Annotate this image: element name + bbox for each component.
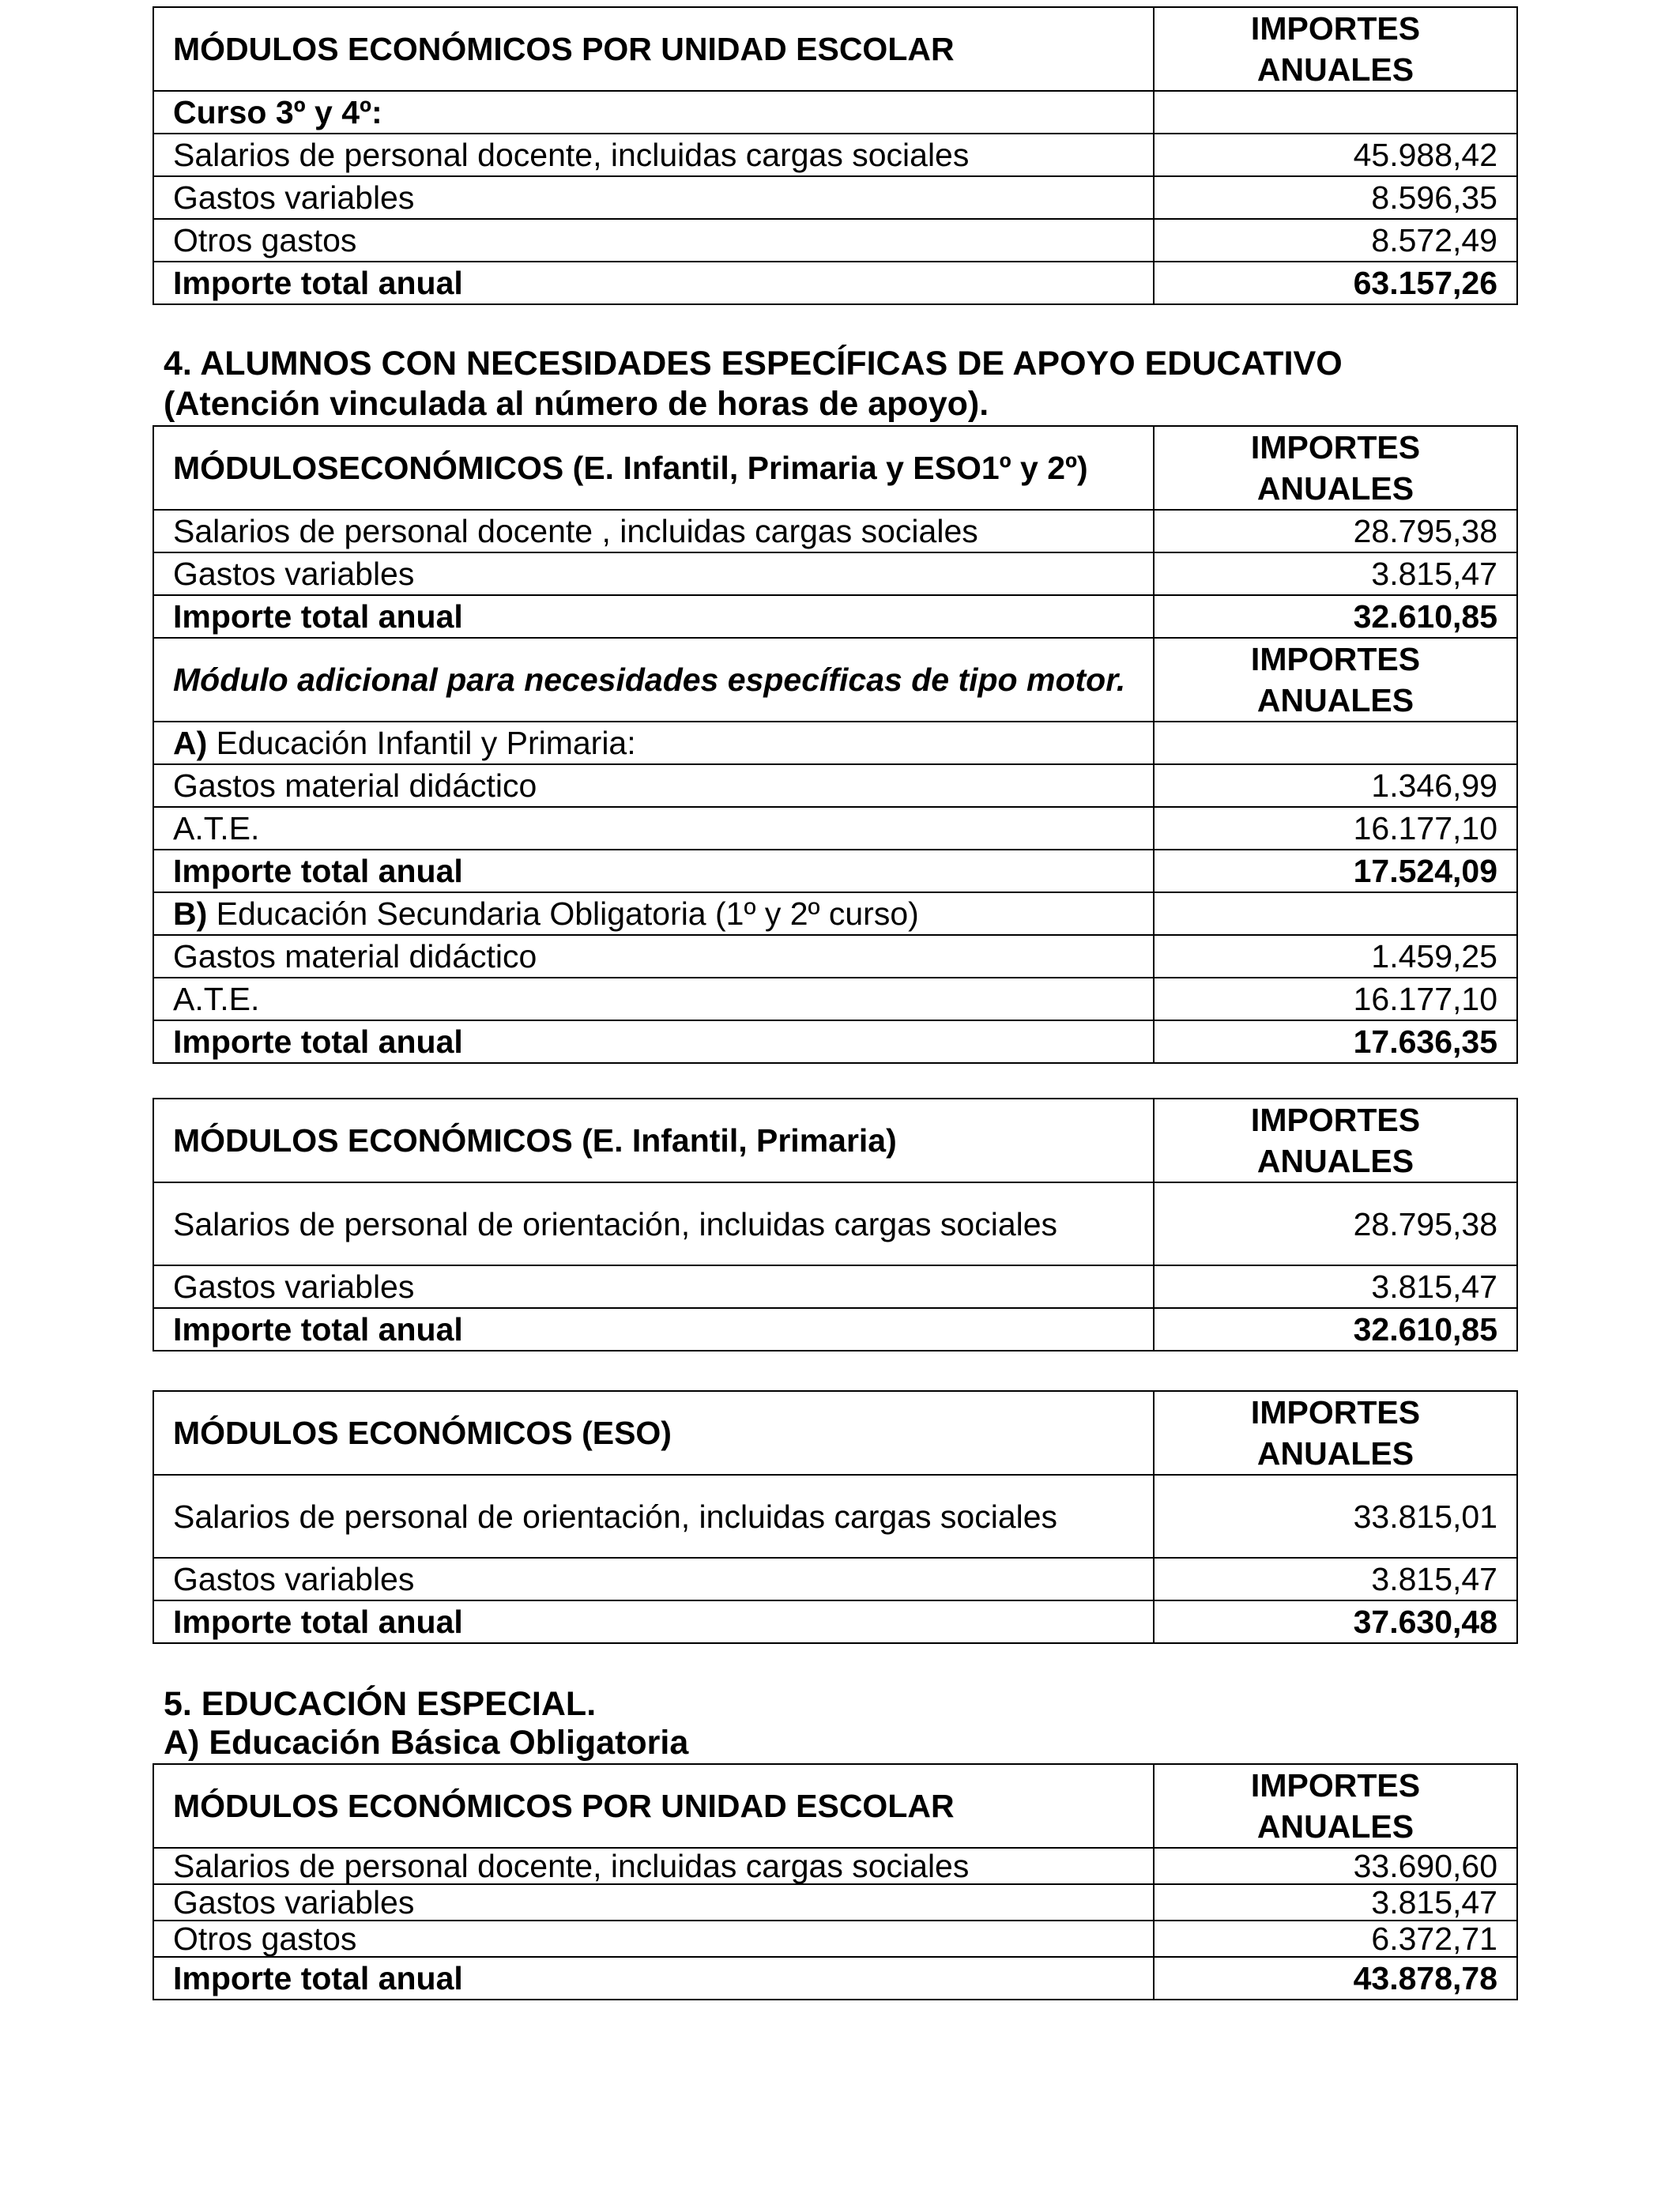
row-label: A.T.E. bbox=[153, 978, 1154, 1020]
table-row bbox=[153, 176, 1517, 219]
row-value: 33.815,01 bbox=[1154, 1475, 1517, 1558]
header-amount-cell: IMPORTES ANUALES bbox=[1154, 426, 1517, 510]
section-4-subheading: (Atención vinculada al número de horas de apoyo). bbox=[164, 385, 989, 423]
table-row bbox=[153, 1182, 1517, 1265]
row-value: 3.815,47 bbox=[1154, 552, 1517, 595]
motor-header-row bbox=[153, 638, 1517, 722]
header-cell: MÓDULOSECONÓMICOS (E. Infantil, Primaria y ESO1º y 2º) bbox=[153, 426, 1154, 510]
table-row bbox=[153, 1921, 1517, 1957]
table-header-row bbox=[153, 1099, 1517, 1182]
total-label: Importe total anual bbox=[153, 262, 1154, 304]
row-value: 45.988,42 bbox=[1154, 134, 1517, 176]
table-orientacion-eso bbox=[153, 1390, 1518, 1644]
total-row bbox=[153, 1957, 1517, 2000]
table-header-row bbox=[153, 426, 1517, 510]
total-label: Importe total anual bbox=[153, 850, 1154, 892]
table-row bbox=[153, 1475, 1517, 1558]
section-label: Curso 3º y 4º: bbox=[153, 91, 1154, 134]
table-row bbox=[153, 1884, 1517, 1921]
group-row bbox=[153, 722, 1517, 764]
empty-cell bbox=[1154, 892, 1517, 935]
total-value: 63.157,26 bbox=[1154, 262, 1517, 304]
total-label: Importe total anual bbox=[153, 1957, 1154, 2000]
group-text: Educación Infantil y Primaria: bbox=[207, 725, 636, 761]
row-value: 16.177,10 bbox=[1154, 807, 1517, 850]
row-label: Gastos material didáctico bbox=[153, 764, 1154, 807]
section-5-subheading: A) Educación Básica Obligatoria bbox=[164, 1724, 689, 1762]
total-label: Importe total anual bbox=[153, 595, 1154, 638]
total-row bbox=[153, 595, 1517, 638]
row-label: Salarios de personal de orientación, incluidas cargas sociales bbox=[153, 1182, 1154, 1265]
group-a-label bbox=[153, 722, 1154, 764]
table-row bbox=[153, 807, 1517, 850]
row-value: 28.795,38 bbox=[1154, 1182, 1517, 1265]
table-header-row bbox=[153, 7, 1517, 91]
group-prefix: B) bbox=[173, 895, 208, 932]
total-value: 17.524,09 bbox=[1154, 850, 1517, 892]
total-value: 17.636,35 bbox=[1154, 1020, 1517, 1063]
table-row bbox=[153, 552, 1517, 595]
total-value: 37.630,48 bbox=[1154, 1600, 1517, 1643]
table-row bbox=[153, 510, 1517, 552]
total-row bbox=[153, 1600, 1517, 1643]
row-label: Salarios de personal docente, incluidas cargas sociales bbox=[153, 1848, 1154, 1884]
table-row bbox=[153, 219, 1517, 262]
total-row bbox=[153, 850, 1517, 892]
table-row bbox=[153, 91, 1517, 134]
row-value: 8.596,35 bbox=[1154, 176, 1517, 219]
motor-header-cell: Módulo adicional para necesidades específicas de tipo motor. bbox=[153, 638, 1154, 722]
table-orientacion-infantil-primaria bbox=[153, 1098, 1518, 1351]
row-label: Gastos variables bbox=[153, 176, 1154, 219]
row-label: Salarios de personal de orientación, incluidas cargas sociales bbox=[153, 1475, 1154, 1558]
row-value: 33.690,60 bbox=[1154, 1848, 1517, 1884]
row-value: 3.815,47 bbox=[1154, 1265, 1517, 1308]
header-amount-cell: IMPORTES ANUALES bbox=[1154, 1391, 1517, 1475]
row-value: 16.177,10 bbox=[1154, 978, 1517, 1020]
row-label: Otros gastos bbox=[153, 219, 1154, 262]
header-cell: MÓDULOS ECONÓMICOS (E. Infantil, Primaria) bbox=[153, 1099, 1154, 1182]
row-value: 8.572,49 bbox=[1154, 219, 1517, 262]
section-4-heading: 4. ALUMNOS CON NECESIDADES ESPECÍFICAS DE APOYO EDUCATIVO bbox=[164, 345, 1343, 383]
section-5-heading: 5. EDUCACIÓN ESPECIAL. bbox=[164, 1685, 597, 1723]
group-row bbox=[153, 892, 1517, 935]
table-row bbox=[153, 978, 1517, 1020]
table-row bbox=[153, 935, 1517, 978]
table-row bbox=[153, 764, 1517, 807]
table-row bbox=[153, 1265, 1517, 1308]
row-value: 3.815,47 bbox=[1154, 1558, 1517, 1600]
total-label: Importe total anual bbox=[153, 1020, 1154, 1063]
total-label: Importe total anual bbox=[153, 1600, 1154, 1643]
group-prefix: A) bbox=[173, 725, 208, 761]
row-value: 28.795,38 bbox=[1154, 510, 1517, 552]
total-value: 32.610,85 bbox=[1154, 595, 1517, 638]
empty-cell bbox=[1154, 722, 1517, 764]
header-amount-cell: IMPORTES ANUALES bbox=[1154, 1764, 1517, 1848]
total-label: Importe total anual bbox=[153, 1308, 1154, 1351]
total-row bbox=[153, 1308, 1517, 1351]
total-row bbox=[153, 262, 1517, 304]
table-educacion-especial bbox=[153, 1763, 1518, 2000]
row-label: Gastos material didáctico bbox=[153, 935, 1154, 978]
row-value: 1.459,25 bbox=[1154, 935, 1517, 978]
table-curso-3-4 bbox=[153, 6, 1518, 305]
table-row bbox=[153, 1558, 1517, 1600]
table-nee-infantil-primaria-eso bbox=[153, 425, 1518, 1064]
header-amount-cell: IMPORTES ANUALES bbox=[1154, 7, 1517, 91]
header-cell: MÓDULOS ECONÓMICOS POR UNIDAD ESCOLAR bbox=[153, 1764, 1154, 1848]
total-value: 32.610,85 bbox=[1154, 1308, 1517, 1351]
total-row bbox=[153, 1020, 1517, 1063]
row-label: Gastos variables bbox=[153, 1265, 1154, 1308]
row-label: Otros gastos bbox=[153, 1921, 1154, 1957]
total-value: 43.878,78 bbox=[1154, 1957, 1517, 2000]
table-header-row bbox=[153, 1764, 1517, 1848]
row-label: Salarios de personal docente , incluidas cargas sociales bbox=[153, 510, 1154, 552]
table-header-row bbox=[153, 1391, 1517, 1475]
row-value: 6.372,71 bbox=[1154, 1921, 1517, 1957]
header-cell: MÓDULOS ECONÓMICOS POR UNIDAD ESCOLAR bbox=[153, 7, 1154, 91]
header-amount-cell: IMPORTES ANUALES bbox=[1154, 638, 1517, 722]
row-label: Gastos variables bbox=[153, 1558, 1154, 1600]
header-cell: MÓDULOS ECONÓMICOS (ESO) bbox=[153, 1391, 1154, 1475]
empty-cell bbox=[1154, 91, 1517, 134]
group-text: Educación Secundaria Obligatoria (1º y 2º curso) bbox=[207, 895, 919, 932]
row-value: 3.815,47 bbox=[1154, 1884, 1517, 1921]
row-value: 1.346,99 bbox=[1154, 764, 1517, 807]
row-label: Gastos variables bbox=[153, 1884, 1154, 1921]
row-label: A.T.E. bbox=[153, 807, 1154, 850]
group-b-label bbox=[153, 892, 1154, 935]
row-label: Gastos variables bbox=[153, 552, 1154, 595]
header-amount-cell: IMPORTES ANUALES bbox=[1154, 1099, 1517, 1182]
table-row bbox=[153, 134, 1517, 176]
table-row bbox=[153, 1848, 1517, 1884]
row-label: Salarios de personal docente, incluidas cargas sociales bbox=[153, 134, 1154, 176]
